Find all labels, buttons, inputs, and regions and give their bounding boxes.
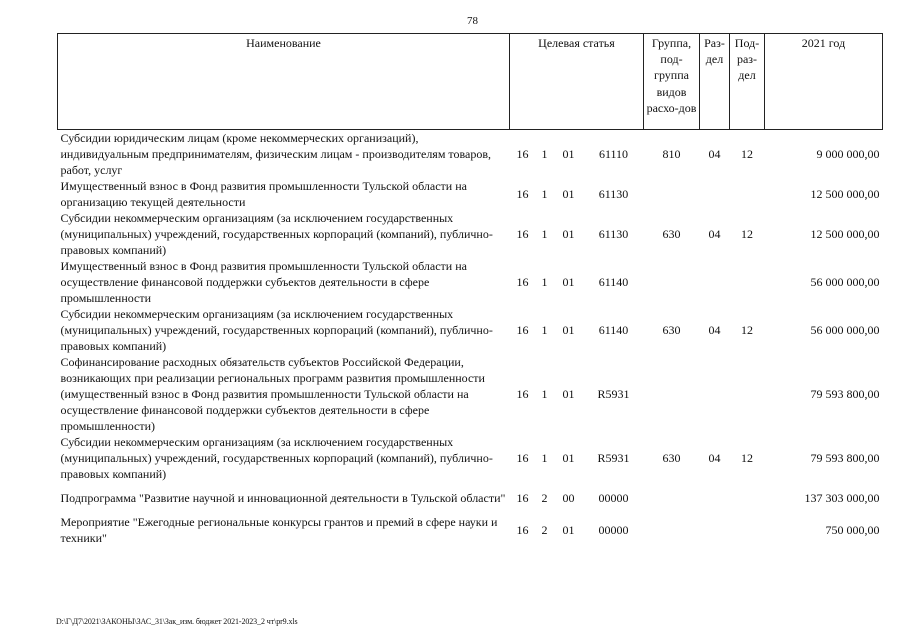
table-header-row [58,34,883,130]
cell-amount: 12 500 000,00 [810,227,880,241]
cell-subsection [730,354,765,434]
cell-code-2: 1 [541,451,548,465]
cell-code-2: 1 [541,227,548,241]
cell-code-1: 16 [516,275,529,289]
cell-amount: 9 000 000,00 [816,147,880,161]
cell-name: Субсидии некоммерческим организациям (за исключением государственных (муниципальных) учреждений, государственных корпораций (компаний), публично-правовых компаний) [60,435,493,481]
cell-code-1: 16 [516,227,529,241]
cell-code-2: 1 [541,387,548,401]
cell-group [644,354,700,434]
cell-code-3: 01 [562,275,575,289]
cell-code-4: 61140 [598,275,629,289]
cell-group: 630 [662,227,681,241]
cell-subsection [730,178,765,210]
cell-code-3: 01 [562,323,575,337]
header-target-article: Целевая статья [510,34,644,130]
page-number: 78 [467,15,478,27]
cell-code-3: 01 [562,523,575,537]
table-row [58,258,883,306]
cell-code-1: 16 [516,323,529,337]
cell-amount: 12 500 000,00 [810,187,880,201]
cell-section [700,514,730,546]
header-subsection: Под-раз-дел [730,34,765,130]
cell-amount: 750 000,00 [825,523,880,537]
cell-code-1: 16 [516,491,529,505]
cell-name: Субсидии некоммерческим организациям (за исключением государственных (муниципальных) учреждений, государственных корпораций (компаний), публично-правовых компаний) [60,307,493,353]
cell-code-2: 1 [541,147,548,161]
cell-group [644,258,700,306]
cell-amount: 79 593 800,00 [810,451,880,465]
cell-amount: 56 000 000,00 [810,323,880,337]
cell-code-1: 16 [516,387,529,401]
cell-subsection [730,482,765,514]
cell-group [644,514,700,546]
cell-group [644,178,700,210]
header-expense-group: Группа, под-группа видов расхо-дов [644,34,700,130]
cell-code-3: 01 [562,451,575,465]
cell-section [700,354,730,434]
cell-code-4: 61140 [598,323,629,337]
cell-section: 04 [708,323,721,337]
cell-name: Софинансирование расходных обязательств субъектов Российской Федерации, возникающих при реализации региональных программ развития промышленности (имущественный взнос в Фонд развития промышленности Тульской области на осуществление финансовой поддержки субъектов деятельности в сфере промышленности) [60,355,485,433]
cell-code-4: 61130 [598,227,629,241]
cell-code-1: 16 [516,523,529,537]
cell-amount: 79 593 800,00 [810,387,880,401]
table-row [58,306,883,354]
table-row [58,354,883,434]
table-row [58,178,883,210]
cell-subsection: 12 [741,323,753,337]
cell-code-3: 01 [562,187,575,201]
cell-section [700,258,730,306]
table-row [58,130,883,179]
cell-code-1: 16 [516,187,529,201]
cell-subsection [730,258,765,306]
cell-code-3: 00 [562,491,575,505]
cell-subsection [730,514,765,546]
cell-amount: 137 303 000,00 [804,491,880,505]
cell-section: 04 [708,147,721,161]
cell-name: Имущественный взнос в Фонд развития промышленности Тульской области на организацию текущей деятельности [60,179,467,209]
cell-name: Мероприятие "Ежегодные региональные конкурсы грантов и премий в сфере науки и техники" [60,515,498,545]
cell-name: Имущественный взнос в Фонд развития промышленности Тульской области на осуществление финансовой поддержки субъектов деятельности в сфере промышленности [60,259,467,305]
cell-code-1: 16 [516,451,529,465]
budget-table [57,33,883,546]
header-year: 2021 год [765,34,883,130]
cell-code-4: 61130 [598,187,629,201]
cell-code-1: 16 [516,147,529,161]
cell-code-2: 1 [541,275,548,289]
cell-code-2: 2 [541,491,548,505]
cell-code-2: 1 [541,187,548,201]
header-section: Раз-дел [700,34,730,130]
file-path-footer: D:\Г\Д7\2021\ЗАКОНЫ\ЗАС_31\Зак_изм. бюджет 2021-2023_2 чт\pr9.xls [56,617,298,626]
cell-section [700,178,730,210]
cell-subsection: 12 [741,147,753,161]
cell-group [644,482,700,514]
table-row [58,434,883,482]
table-row [58,482,883,514]
cell-group: 630 [662,451,681,465]
header-name: Наименование [58,34,510,130]
cell-subsection: 12 [741,451,753,465]
cell-section: 04 [708,227,721,241]
cell-code-3: 01 [562,147,575,161]
cell-code-4: R5931 [597,387,630,401]
cell-code-4: 00000 [598,491,629,505]
cell-group: 810 [662,147,681,161]
cell-code-4: 00000 [598,523,629,537]
table-row [58,210,883,258]
cell-name: Субсидии некоммерческим организациям (за исключением государственных (муниципальных) учреждений, государственных корпораций (компаний), публично-правовых компаний) [60,211,493,257]
cell-code-3: 01 [562,227,575,241]
cell-code-2: 1 [541,323,548,337]
cell-subsection: 12 [741,227,753,241]
cell-code-3: 01 [562,387,575,401]
cell-amount: 56 000 000,00 [810,275,880,289]
cell-code-4: 61110 [598,147,629,161]
cell-group: 630 [662,323,681,337]
cell-section [700,482,730,514]
cell-section: 04 [708,451,721,465]
cell-name: Субсидии юридическим лицам (кроме некоммерческих организаций), индивидуальным предпринимателям, физическим лицам - производителям товаров, работ, услуг [60,131,492,177]
table-row [58,514,883,546]
cell-name: Подпрограмма "Развитие научной и инновационной деятельности в Тульской области" [60,491,506,505]
cell-code-2: 2 [541,523,548,537]
cell-code-4: R5931 [597,451,630,465]
